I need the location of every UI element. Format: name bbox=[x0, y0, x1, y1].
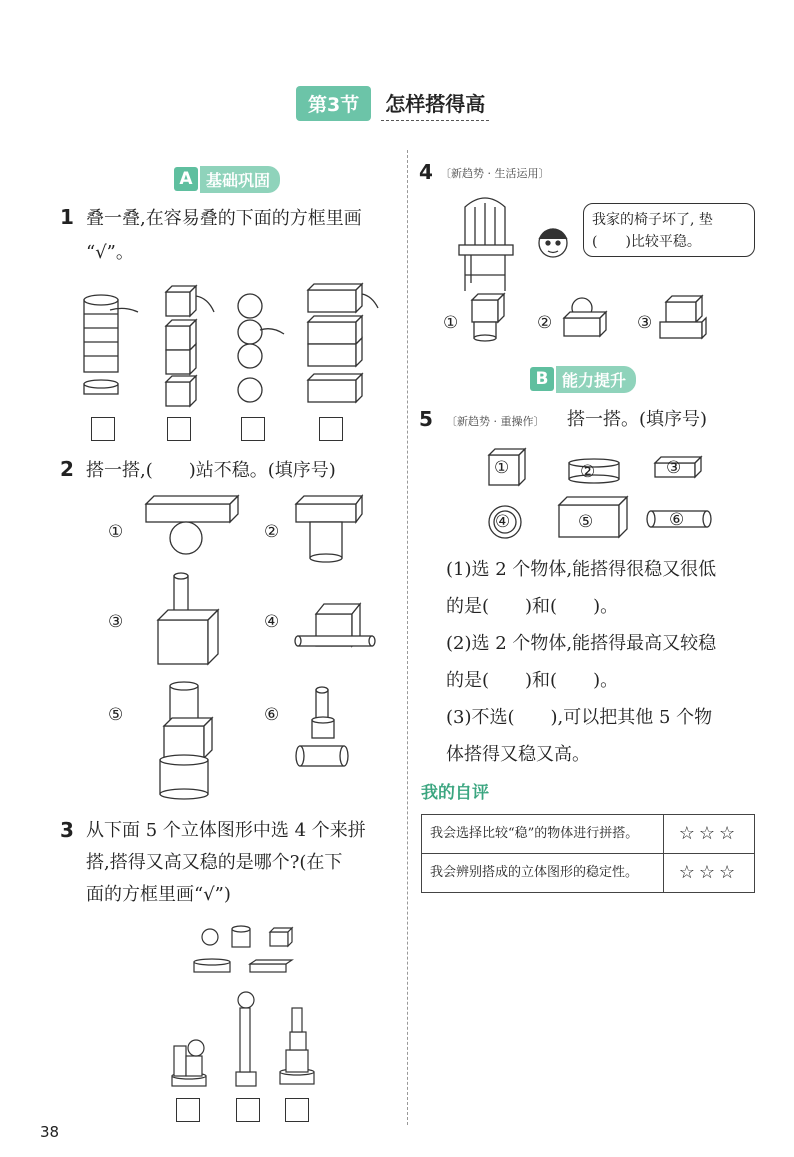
q3-checkbox-3[interactable] bbox=[285, 1098, 309, 1122]
q2-option-4: ④ bbox=[264, 612, 280, 632]
q3-line3: 面的方框里画“√”) bbox=[86, 884, 231, 905]
q4-option-3: ③ bbox=[637, 313, 653, 333]
q2-option-3: ③ bbox=[108, 612, 124, 632]
q5-sub2-line1: (2)选 2 个物体,能搭得最高又较稳 bbox=[446, 633, 717, 654]
q2-option-2: ② bbox=[264, 522, 280, 542]
q5-object-2: ② bbox=[580, 462, 596, 482]
q1-illustration bbox=[70, 280, 390, 410]
box-stack bbox=[308, 284, 378, 402]
self-eval-table bbox=[421, 814, 755, 893]
q5-object-6: ⑥ bbox=[669, 510, 685, 530]
q3-line2: 搭,搭得又高又稳的是哪个?(在下 bbox=[86, 852, 343, 873]
q5-sub3-line1: (3)不选( ),可以把其他 5 个物 bbox=[446, 707, 713, 728]
q1-checkbox-cubes[interactable] bbox=[167, 417, 191, 441]
girl-face bbox=[539, 229, 567, 257]
q2-option-6: ⑥ bbox=[264, 705, 280, 725]
q2-number: 2 bbox=[60, 457, 74, 481]
q4-option-2: ② bbox=[537, 313, 553, 333]
q4-tag: 〔新趋势 · 生活运用〕 bbox=[440, 167, 550, 180]
q1-number: 1 bbox=[60, 205, 74, 229]
q5-object-3: ③ bbox=[666, 458, 682, 478]
section-title: 怎样搭得高 bbox=[381, 86, 489, 121]
q3-checkbox-2[interactable] bbox=[236, 1098, 260, 1122]
ball-stack bbox=[238, 294, 284, 402]
speech-bubble bbox=[583, 203, 755, 257]
q1-line1: 叠一叠,在容易叠的下面的方框里画 bbox=[86, 208, 362, 229]
part-a-tag bbox=[174, 166, 280, 192]
q5-sub1-line1: (1)选 2 个物体,能搭得很稳又很低 bbox=[446, 559, 717, 580]
q3-illustration bbox=[160, 922, 340, 1097]
disc-stack bbox=[84, 295, 138, 394]
self-eval-text: 我会辨别搭成的立体图形的稳定性。 bbox=[422, 854, 664, 893]
q2-option-5: ⑤ bbox=[108, 705, 124, 725]
section-banner bbox=[296, 86, 489, 120]
q5-number: 5 bbox=[419, 407, 433, 431]
page-number: 38 bbox=[40, 1123, 60, 1141]
self-eval-stars[interactable]: ☆☆☆ bbox=[664, 854, 755, 893]
q3-checkbox-1[interactable] bbox=[176, 1098, 200, 1122]
q2-option-1: ① bbox=[108, 522, 124, 542]
q1-line2: “√”。 bbox=[86, 242, 134, 263]
self-eval-text: 我会选择比较“稳”的物体进行拼搭。 bbox=[422, 815, 664, 854]
self-eval-row bbox=[422, 815, 755, 854]
column-divider bbox=[407, 150, 408, 1125]
q4-number: 4 bbox=[419, 160, 433, 184]
q5-tag: 〔新趋势 · 重操作〕 bbox=[446, 415, 545, 428]
q4-options-illustration bbox=[460, 292, 710, 342]
self-eval-stars[interactable]: ☆☆☆ bbox=[664, 815, 755, 854]
q5-text: 搭一搭。(填序号) bbox=[567, 409, 708, 430]
part-b-label: 能力提升 bbox=[556, 366, 636, 393]
part-b-tag bbox=[530, 366, 636, 392]
q1-checkbox-discs[interactable] bbox=[91, 417, 115, 441]
q4-chair-illustration bbox=[455, 195, 585, 295]
q1-checkbox-boxes[interactable] bbox=[319, 417, 343, 441]
q1-checkbox-balls[interactable] bbox=[241, 417, 265, 441]
q5-sub2-line2: 的是( )和( )。 bbox=[446, 670, 619, 691]
part-a-label: 基础巩固 bbox=[200, 166, 280, 193]
q2-illustration bbox=[140, 490, 380, 800]
q5-object-4: ④ bbox=[495, 512, 511, 532]
q3-number: 3 bbox=[60, 818, 74, 842]
self-eval-row bbox=[422, 854, 755, 893]
bubble-line1: 我家的椅子坏了, 垫 bbox=[592, 212, 713, 228]
q2-text: 搭一搭,( )站不稳。(填序号) bbox=[86, 460, 336, 481]
q3-line1: 从下面 5 个立体图形中选 4 个来拼 bbox=[86, 820, 366, 841]
q5-object-1: ① bbox=[494, 458, 510, 478]
part-b-letter: B bbox=[530, 367, 554, 391]
q5-object-5: ⑤ bbox=[578, 512, 594, 532]
q5-sub3-line2: 体搭得又稳又高。 bbox=[446, 744, 590, 765]
part-a-letter: A bbox=[174, 167, 198, 191]
q4-option-1: ① bbox=[443, 313, 459, 333]
self-eval-title: 我的自评 bbox=[421, 783, 489, 803]
section-number: 第3节 bbox=[296, 86, 371, 121]
bubble-line2: ( )比较平稳。 bbox=[592, 234, 701, 250]
cube-stack bbox=[166, 286, 214, 406]
q5-sub1-line2: 的是( )和( )。 bbox=[446, 596, 619, 617]
